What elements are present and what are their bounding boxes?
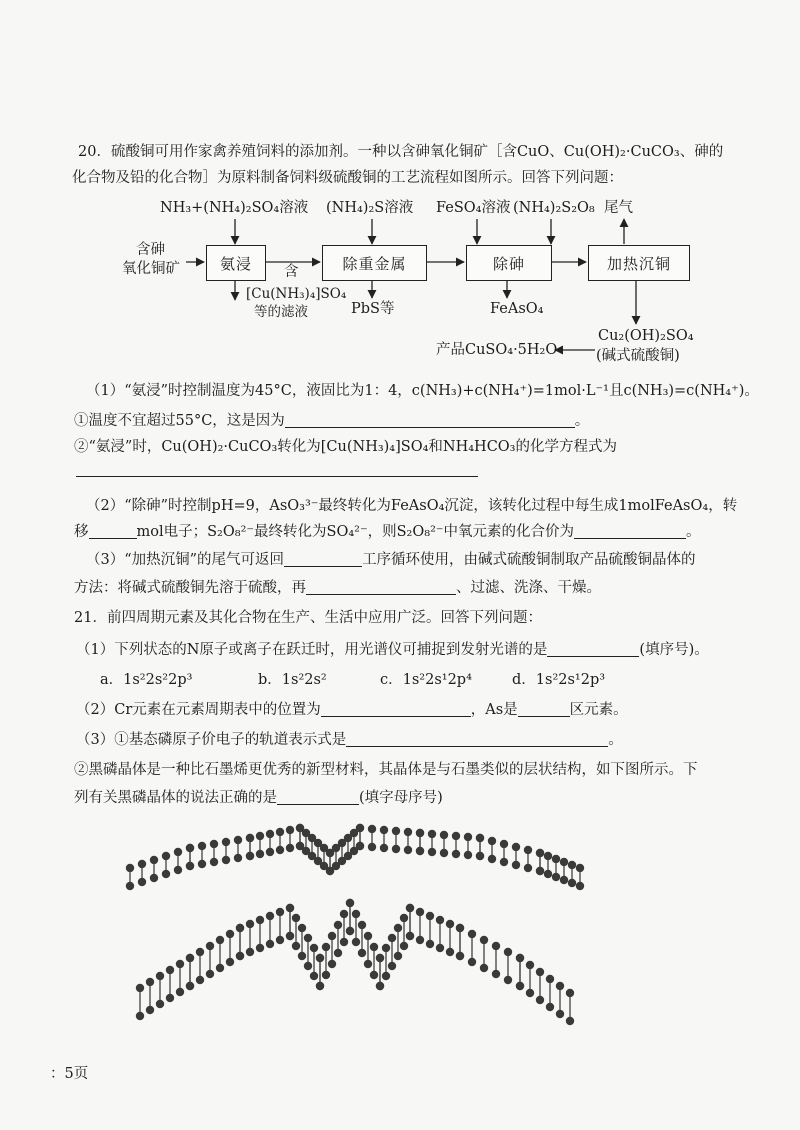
option-b: b．1s²2s² bbox=[258, 672, 327, 688]
q20-part3-line1 bbox=[86, 550, 696, 570]
q20-part3-line1-b: 工序循环使用，由碱式硫酸铜制取产品硫酸铜晶体的 bbox=[362, 552, 696, 568]
q20-part2-line2 bbox=[74, 522, 701, 542]
q21-part3-b-tail: (填字母序号) bbox=[359, 790, 443, 806]
q21-part2-a: （2）Cr元素在元素周期表中的位置为 bbox=[76, 702, 321, 718]
answer-blank-21-2a[interactable] bbox=[321, 702, 471, 717]
phosphorus-layer bbox=[136, 899, 574, 1025]
filtrate-line1: [Cu(NH₃)₄]SO₄ bbox=[246, 286, 347, 302]
page-number: ：5页 bbox=[50, 1066, 89, 1082]
output-feaso4: FeAsO₄ bbox=[490, 301, 544, 317]
q21-part1-tail: (填序号)。 bbox=[639, 642, 709, 658]
tail-gas-label: 尾气 bbox=[604, 200, 633, 216]
q21-part2-c: 区元素。 bbox=[569, 702, 628, 718]
q21-part2 bbox=[76, 700, 628, 720]
basic-copper-sulfate-formula: Cu₂(OH)₂SO₄ bbox=[598, 328, 694, 344]
flowchart-arrows bbox=[0, 0, 800, 380]
answer-blank-2a[interactable] bbox=[89, 524, 137, 539]
q20-intro-line2: 化合物及铅的化合物］为原料制备饲料级硫酸铜的工艺流程如图所示。回答下列问题： bbox=[72, 170, 623, 186]
q20-part1-a bbox=[74, 411, 589, 431]
q20-part3-line1-a: （3）“加热沉铜”的尾气可返回 bbox=[86, 552, 285, 568]
q20-part1-conditions: （1）“氨浸”时控制温度为45°C，液固比为1：4，c(NH₃)+c(NH₄⁺)=1mol·L⁻¹且c(NH₃)=c(NH₄⁺)。 bbox=[86, 383, 759, 399]
step-ammonia-leach: 氨浸 bbox=[206, 245, 266, 281]
q21-part3-b-line1: ②黑磷晶体是一种比石墨烯更优秀的新型材料，其晶体是与石墨类似的层状结构，如下图所示。下 bbox=[74, 762, 698, 778]
q21-part1-text: （1）下列状态的N原子或离子在跃迁时，用光谱仪可捕捉到发射光谱的是 bbox=[76, 642, 548, 658]
q21-part2-b: ，As是 bbox=[470, 702, 518, 718]
answer-blank-1a[interactable] bbox=[285, 413, 575, 428]
period: 。 bbox=[574, 413, 590, 429]
q21-part1 bbox=[76, 640, 709, 660]
basic-copper-sulfate-name: (碱式硫酸铜) bbox=[596, 348, 680, 364]
q21-part3-a-text: （3）①基态磷原子价电子的轨道表示式是 bbox=[76, 732, 347, 748]
period: 。 bbox=[686, 524, 701, 540]
phosphorus-layer bbox=[126, 824, 584, 890]
answer-blank-3b[interactable] bbox=[306, 580, 456, 595]
reagent-persulfate: (NH₄)₂S₂O₈ bbox=[513, 200, 595, 216]
step-remove-arsenic: 除砷 bbox=[466, 245, 552, 281]
q21-intro: 21．前四周期元素及其化合物在生产、生活中应用广泛。回答下列问题： bbox=[74, 610, 542, 626]
q20-part1-a-text: ①温度不宜超过55°C，这是因为 bbox=[74, 413, 285, 429]
q20-part2-line2-a: 移 bbox=[74, 524, 89, 540]
answer-blank-3a[interactable] bbox=[284, 552, 362, 567]
output-pbs: PbS等 bbox=[351, 301, 395, 317]
reagent-ammonium-sulfide: (NH₄)₂S溶液 bbox=[326, 200, 414, 216]
option-c: c．1s²2s¹2p⁴ bbox=[380, 672, 472, 688]
contain-label: 含 bbox=[284, 264, 299, 280]
q20-part2-line2-b: mol电子；S₂O₈²⁻最终转化为SO₄²⁻，则S₂O₈²⁻中氧元素的化合价为 bbox=[136, 524, 575, 540]
reagent-ammonia: NH₃+(NH₄)₂SO₄溶液 bbox=[160, 200, 309, 216]
answer-blank-21-3b[interactable] bbox=[277, 790, 359, 805]
reagent-ferrous-sulfate: FeSO₄溶液 bbox=[436, 200, 511, 216]
q21-part3-a bbox=[76, 730, 623, 750]
black-phosphorus-structure-figure bbox=[120, 808, 590, 1033]
option-d: d．1s²2s¹2p³ bbox=[512, 672, 606, 688]
feed-label-line1: 含砷 bbox=[136, 242, 165, 258]
period: 。 bbox=[608, 732, 623, 748]
feed-label-line2: 氧化铜矿 bbox=[122, 261, 180, 277]
q21-part3-b-line2-text: 列有关黑磷晶体的说法正确的是 bbox=[74, 790, 277, 806]
q20-part2-line1: （2）“除砷”时控制pH=9，AsO₃³⁻最终转化为FeAsO₄沉淀，该转化过程中每生成1molFeAsO₄，转 bbox=[86, 498, 738, 514]
q20-part3-line2-a: 方法：将碱式硫酸铜先溶于硫酸，再 bbox=[74, 580, 306, 596]
q20-part3-line2-b: 、过滤、洗涤、干燥。 bbox=[456, 580, 601, 596]
black-phosphorus-structure-drawing bbox=[120, 808, 590, 1033]
filtrate-line2: 等的滤液 bbox=[254, 304, 308, 320]
step-remove-heavy-metal: 除重金属 bbox=[322, 245, 427, 281]
answer-blank-21-2b[interactable] bbox=[518, 702, 570, 717]
step-heat-precipitate-copper: 加热沉铜 bbox=[588, 245, 690, 281]
q20-intro-line1: 20．硫酸铜可用作家禽养殖饲料的添加剂。一种以含砷氧化铜矿［含CuO、Cu(OH)₂·CuCO₃、砷的 bbox=[78, 144, 724, 160]
answer-blank-21-1[interactable] bbox=[547, 642, 639, 657]
q20-part1-b: ②“氨浸”时，Cu(OH)₂·CuCO₃转化为[Cu(NH₃)₄]SO₄和NH₄HCO₃的化学方程式为 bbox=[74, 439, 617, 455]
product-label: 产品CuSO₄·5H₂O bbox=[436, 342, 558, 358]
answer-blank-2b[interactable] bbox=[574, 524, 686, 539]
answer-blank-21-3a[interactable] bbox=[346, 732, 608, 747]
q21-part3-b-line2 bbox=[74, 788, 443, 808]
option-a: a．1s²2s²2p³ bbox=[100, 672, 193, 688]
answer-blank-1b[interactable] bbox=[76, 476, 478, 477]
q20-part3-line2 bbox=[74, 578, 601, 598]
